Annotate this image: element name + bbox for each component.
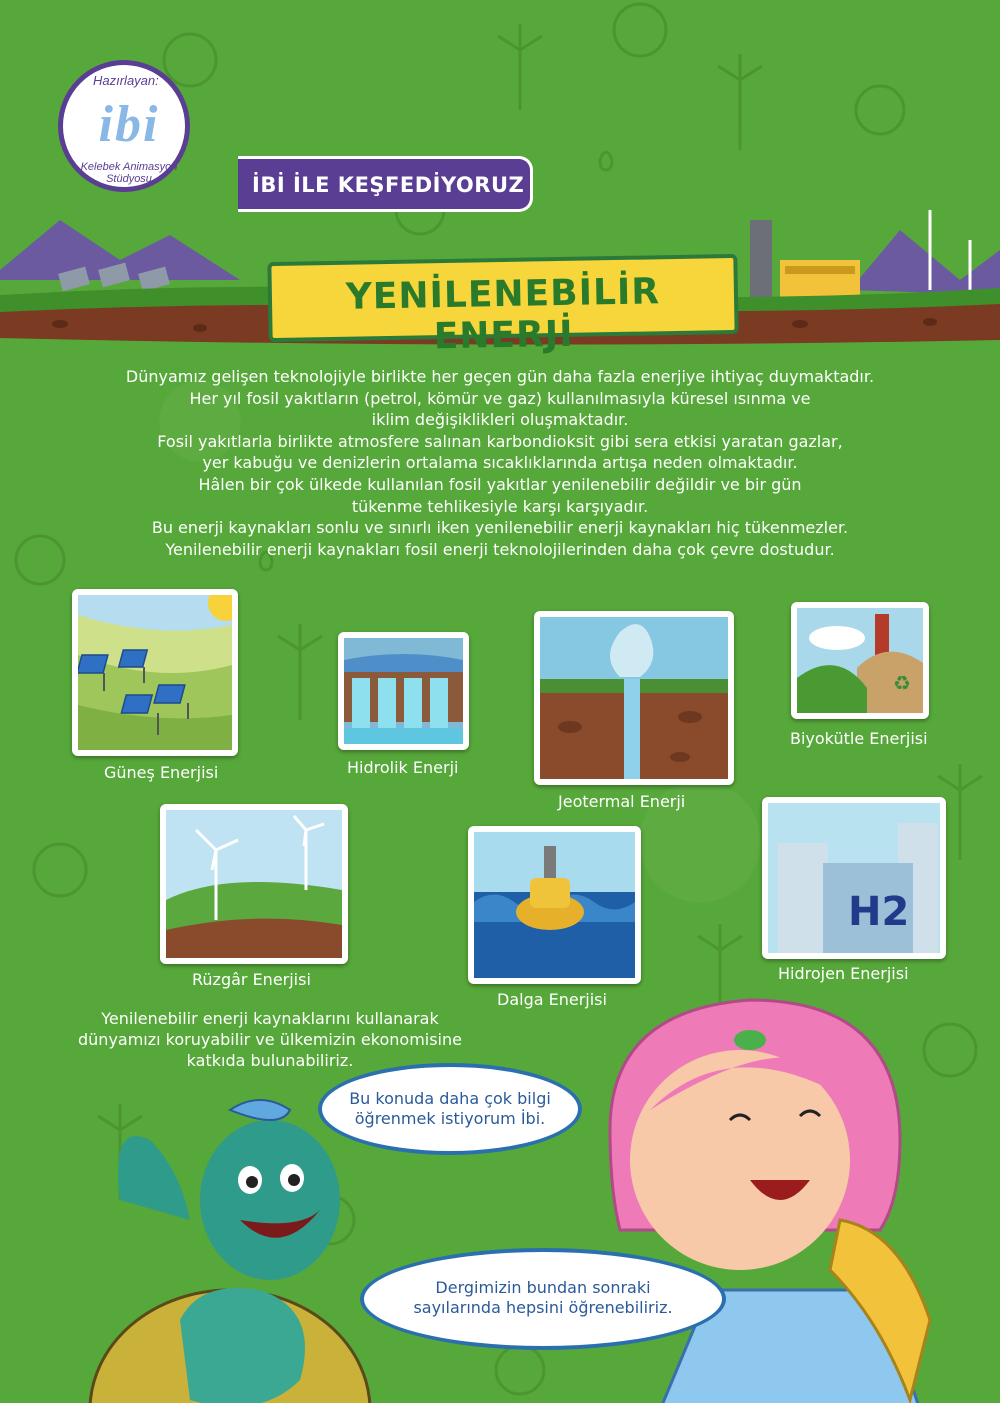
prepared-by-label: Hazırlayan: — [93, 73, 159, 88]
intro-line: iklim değişiklikleri oluşmaktadır. — [371, 410, 629, 430]
biomass-energy-caption: Biyokütle Enerjisi — [790, 729, 928, 748]
intro-line: Fosil yakıtlarla birlikte atmosfere salınan karbondioksit gibi sera etkisi yaratan gazlar, — [157, 431, 843, 451]
wind-energy-image — [160, 804, 348, 964]
ibi-speech-line: Dergimizin bundan sonraki — [435, 1278, 651, 1297]
closing-line: Yenilenebilir enerji kaynaklarını kullanarak — [101, 1009, 439, 1028]
hydrogen-energy-caption: Hidrojen Enerjisi — [778, 964, 909, 983]
closing-line: dünyamızı koruyabilir ve ülkemizin ekonomisine — [78, 1030, 462, 1049]
title-plaque — [267, 254, 738, 358]
studio-name: Kelebek Animasyon Stüdyosu — [80, 161, 178, 185]
hydrogen-symbol: H2 — [848, 889, 910, 935]
intro-text — [60, 366, 940, 560]
page-title: YENİLENEBİLİR ENERJİ — [345, 271, 661, 358]
hydro-energy-image — [338, 632, 469, 750]
geothermal-energy-caption: Jeotermal Enerji — [558, 792, 686, 811]
svg-text:♻: ♻ — [893, 671, 911, 695]
wave-energy-caption: Dalga Enerjisi — [497, 990, 607, 1009]
ibi-character — [590, 990, 1000, 1403]
logo-circle — [58, 60, 190, 192]
intro-line: Bu enerji kaynakları sonlu ve sınırlı iken yenilenebilir enerji kaynakları hiç tükenmezler. — [151, 518, 849, 538]
turtle-speech-bubble — [318, 1063, 582, 1155]
closing-line: katkıda bulunabiliriz. — [186, 1051, 354, 1070]
biomass-energy-image — [791, 602, 929, 719]
series-banner — [238, 156, 533, 212]
intro-line: Hâlen bir çok ülkede kullanılan fosil yakıtlar yenilenebilir değildir ve bir gün — [198, 474, 802, 494]
intro-line: Her yıl fosil yakıtların (petrol, kömür ve gaz) kullanılmasıyla küresel ısınma ve — [189, 388, 811, 408]
geothermal-energy-image — [534, 611, 734, 785]
ibi-speech-bubble — [360, 1248, 726, 1350]
turtle-speech-line: öğrenmek istiyorum İbi. — [354, 1109, 546, 1128]
intro-line: Dünyamız gelişen teknolojiyle birlikte her geçen gün daha fazla enerjiye ihtiyaç duymaktadır. — [125, 367, 875, 386]
hydro-energy-caption: Hidrolik Enerji — [347, 758, 459, 777]
solar-energy-caption: Güneş Enerjisi — [104, 763, 219, 782]
intro-line: Yenilenebilir enerji kaynakları fosil enerji teknolojilerinden daha çok çevre dostudur. — [165, 539, 835, 559]
ibi-speech-line: sayılarında hepsini öğrenebiliriz. — [413, 1298, 673, 1317]
hydrogen-energy-image — [762, 797, 946, 959]
solar-energy-image — [72, 589, 238, 756]
wave-energy-image — [468, 826, 641, 984]
series-title: İBİ İLE KEŞFEDİYORUZ — [252, 173, 525, 197]
wind-energy-caption: Rüzgâr Enerjisi — [192, 970, 311, 989]
turtle-speech-line: Bu konuda daha çok bilgi — [349, 1089, 551, 1108]
intro-line: yer kabuğu ve denizlerin ortalama sıcaklıklarında artışa neden olmaktadır. — [202, 453, 798, 473]
ibi-logo: ibi — [98, 96, 160, 153]
closing-text — [60, 1008, 480, 1071]
intro-line: tükenme tehlikesiyle karşı karşıyadır. — [351, 496, 649, 516]
